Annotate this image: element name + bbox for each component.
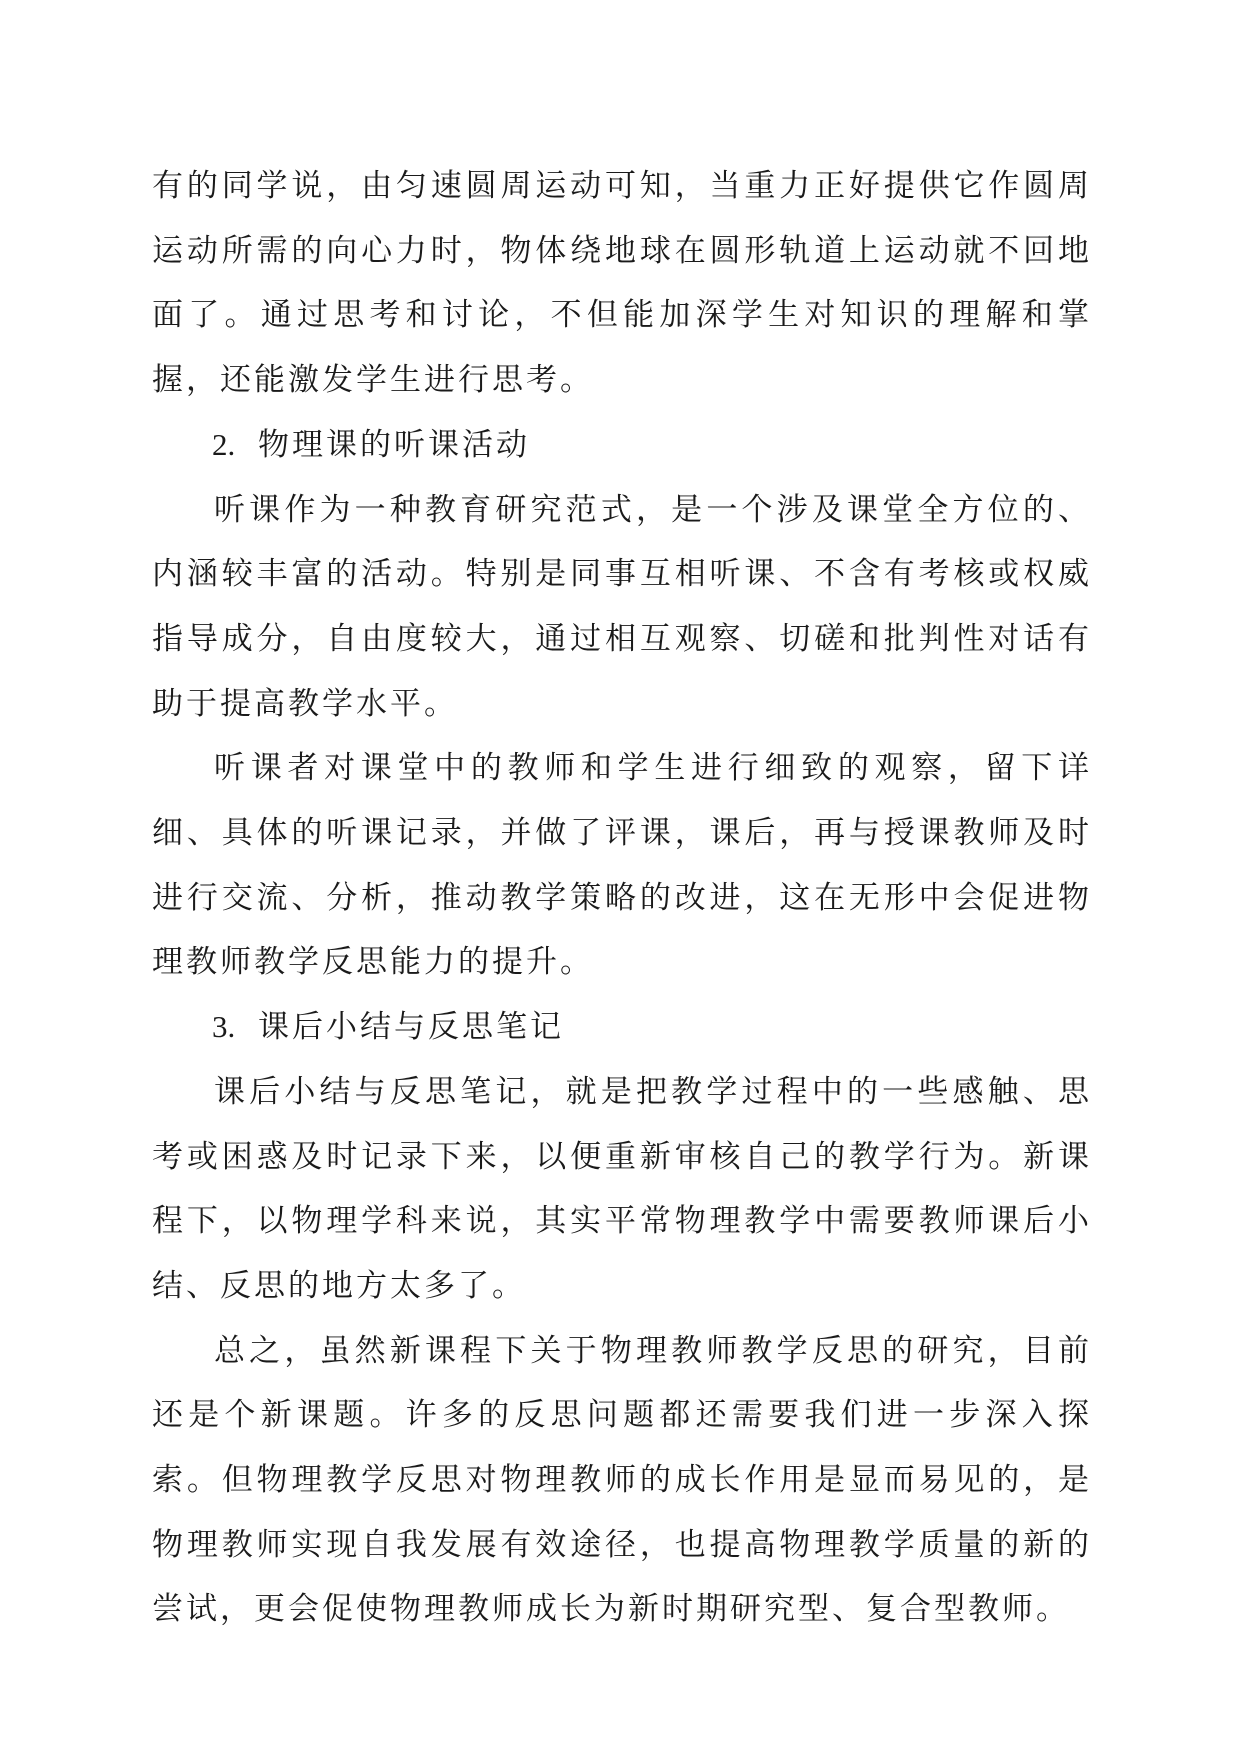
section-heading-3 xyxy=(152,995,1092,1060)
section-title: 物理课的听课活动 xyxy=(258,426,530,463)
section-title: 课后小结与反思笔记 xyxy=(258,1009,564,1046)
paragraph-listening-process: 听课者对课堂中的教师和学生进行细致的观察，留下详细、具体的听课记录，并做了评课，课后，再与授课教师及时进行交流、分析，推动教学策略的改进，这在无形中会促进物理教师教学反思能力的提升。 xyxy=(152,750,1092,981)
section-number: 3. xyxy=(212,1009,236,1045)
paragraph-listening-definition: 听课作为一种教育研究范式，是一个涉及课堂全方位的、内涵较丰富的活动。特别是同事互相听课、不含有考核或权威指导成分，自由度较大，通过相互观察、切磋和批判性对话有助于提高教学水平。 xyxy=(152,491,1092,722)
paragraph-continuation: 有的同学说，由匀速圆周运动可知，当重力正好提供它作圆周运动所需的向心力时，物体绕地球在圆形轨道上运动就不回地面了。通过思考和讨论，不但能加深学生对知识的理解和掌握，还能激发学生进行思考。 xyxy=(152,168,1092,399)
section-number: 2. xyxy=(212,426,236,462)
paragraph-summary-notes: 课后小结与反思笔记，就是把教学过程中的一些感触、思考或困惑及时记录下来，以便重新审核自己的教学行为。新课程下，以物理学科来说，其实平常物理教学中需要教师课后小结、反思的地方太多了。 xyxy=(152,1073,1092,1304)
paragraph-conclusion: 总之，虽然新课程下关于物理教师教学反思的研究，目前还是个新课题。许多的反思问题都还需要我们进一步深入探索。但物理教学反思对物理教师的成长作用是显而易见的，是物理教师实现自我发展有效途径，也提高物理教学质量的新的尝试，更会促使物理教师成长为新时期研究型、复合型教师。 xyxy=(152,1332,1092,1628)
document-body xyxy=(152,154,1092,1642)
section-heading-2 xyxy=(152,413,1092,478)
